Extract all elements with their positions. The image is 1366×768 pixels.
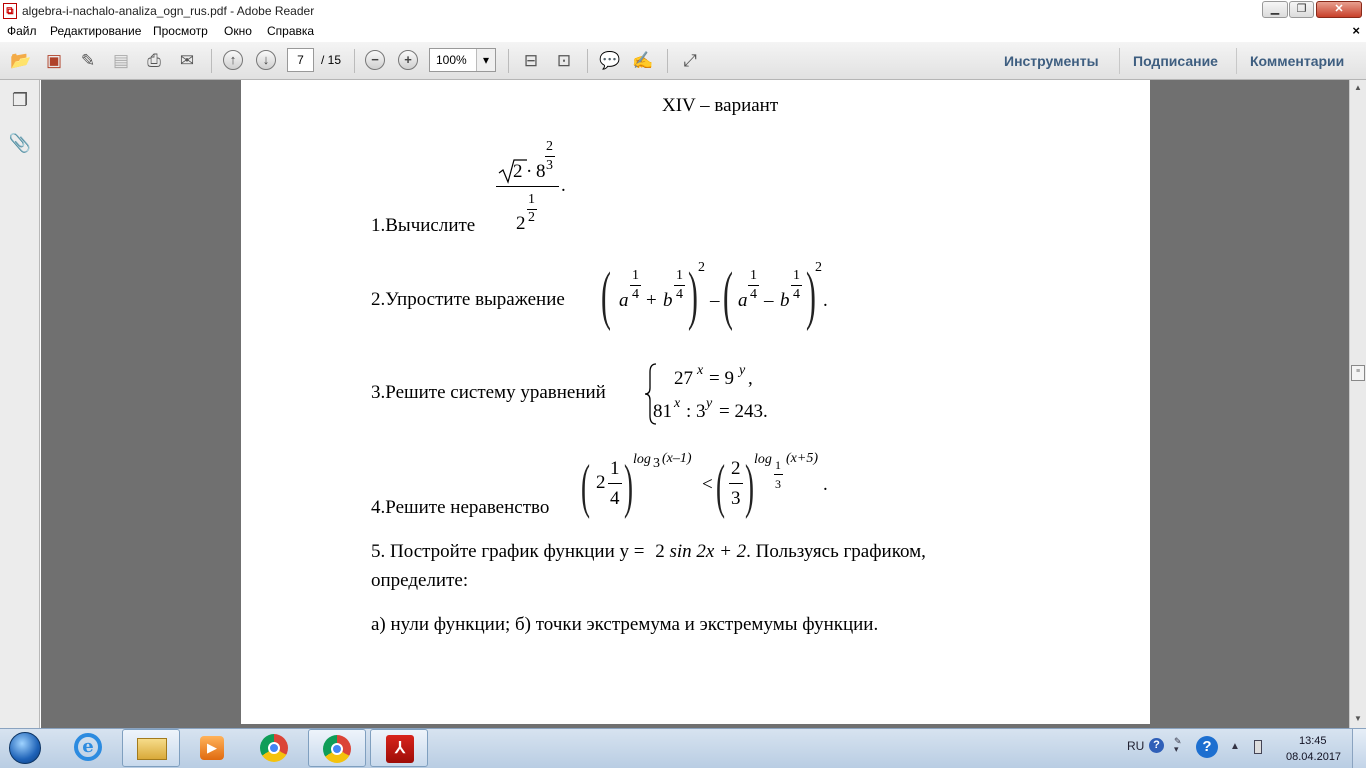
q3-eq1-end: , (748, 368, 753, 389)
q3-eq2-base1: 81 (653, 401, 672, 422)
taskbar-chrome-2[interactable] (308, 729, 366, 767)
q3-eq1-var1: x (697, 363, 704, 378)
fit-width-icon[interactable]: ⊡ (556, 51, 572, 70)
menu-window[interactable]: Окно (224, 24, 252, 38)
page-total: / 15 (321, 53, 342, 67)
q4-log2-arg: (x+5) (786, 451, 818, 466)
taskbar-media-player[interactable] (184, 729, 242, 767)
taskbar-chrome[interactable] (246, 729, 304, 767)
toolbar-divider (211, 49, 212, 73)
question-5-line-1 (371, 541, 926, 563)
q2-plus: + (646, 290, 657, 311)
zoom-out-icon[interactable]: − (365, 50, 385, 70)
clock-time[interactable]: 13:45 (1299, 735, 1327, 747)
clock-date[interactable]: 08.04.2017 (1286, 751, 1342, 763)
question-5-line-2: определите: (371, 570, 469, 591)
scroll-down-icon[interactable]: ▼ (1354, 714, 1362, 723)
tab-tools[interactable]: Инструменты (1004, 53, 1099, 69)
question-4-label: 4.Решите неравенство (371, 497, 550, 518)
q4-whole: 2 (596, 472, 606, 493)
prev-page-icon[interactable]: ↑ (223, 50, 243, 70)
q4-log2-base-num: 1 (775, 458, 781, 472)
toolbar-divider (508, 49, 509, 73)
comment-icon[interactable]: 💬 (599, 51, 621, 70)
q2-outer-exp: 2 (698, 260, 705, 275)
q1-den-exp-den: 2 (528, 210, 535, 225)
highlight-icon[interactable]: ✍ (632, 51, 654, 70)
toolbar-divider (667, 49, 668, 73)
q1-end: . (561, 175, 566, 196)
open-icon[interactable]: 📂 (10, 51, 32, 70)
question-1-label: 1.Вычислите (371, 215, 476, 236)
q5-formula-fn: sin (669, 541, 692, 562)
left-paren: ( (601, 259, 611, 332)
fraction-bar (608, 483, 622, 484)
q2-outer-exp: 2 (815, 260, 822, 275)
q3-eq1-rel: = 9 (709, 368, 734, 389)
fraction-bar (630, 285, 641, 286)
q4-lt: < (702, 474, 713, 495)
zoom-in-icon[interactable]: + (398, 50, 418, 70)
page-number-input[interactable]: 7 (287, 48, 314, 72)
q3-eq2-var2: y (706, 396, 713, 411)
scroll-thumb[interactable]: ≡ (1351, 365, 1365, 381)
chrome-icon (260, 734, 288, 762)
right-paren: ) (806, 259, 816, 332)
ie-icon: e (74, 733, 102, 761)
variant-heading: XIV – вариант (662, 95, 779, 116)
taskbar-ie[interactable] (60, 729, 118, 767)
q2-minus: – (710, 290, 720, 311)
q4-frac-den1: 4 (610, 488, 620, 509)
tab-divider (1236, 48, 1237, 74)
q3-eq2-var1: x (674, 396, 681, 411)
q2-minus: – (764, 290, 774, 311)
q2-exp-den: 4 (793, 287, 800, 302)
email-icon[interactable]: ✉ (179, 51, 195, 70)
vertical-scrollbar[interactable] (1349, 80, 1366, 728)
show-desktop-button[interactable] (1352, 729, 1366, 768)
q4-log1-base: 3 (653, 456, 660, 471)
q4-frac-num1: 1 (610, 458, 620, 479)
q4-log2-base-den: 3 (775, 477, 781, 491)
question-6-text: а) нули функции; б) точки экстремума и экстремумы функции. (371, 614, 879, 635)
right-paren: ) (688, 259, 698, 332)
q3-eq1-base1: 27 (674, 368, 693, 389)
taskbar-adobe-reader[interactable] (370, 729, 428, 767)
save-icon[interactable]: ▤ (112, 51, 130, 70)
left-paren: ( (716, 453, 725, 519)
adobe-reader-icon: ⧉ (3, 3, 17, 19)
q1-exp-num: 2 (546, 139, 553, 154)
help-icon[interactable]: ? (1196, 736, 1218, 758)
q1-exp-den: 3 (546, 158, 553, 173)
fraction-bar (545, 156, 555, 157)
show-hidden-icons-icon[interactable]: ▲ (1230, 741, 1240, 752)
q5-text-pre: 5. Постройте график функции y = (371, 541, 650, 562)
navigation-pane (0, 80, 40, 728)
close-document-icon[interactable]: × (1352, 23, 1360, 38)
q4-frac-den2: 3 (731, 488, 741, 509)
tab-comment[interactable]: Комментарии (1250, 53, 1345, 69)
edit-icon[interactable]: ✎ (80, 51, 96, 70)
zoom-select[interactable] (429, 48, 496, 72)
left-paren: ( (581, 453, 590, 519)
q2-b: b (663, 290, 673, 311)
windows-logo-icon (9, 732, 41, 764)
q2-a: a (619, 290, 629, 311)
q2-exp-den: 4 (676, 287, 683, 302)
minimize-button[interactable]: ▁ (1262, 1, 1288, 18)
q4-log1-arg: (x–1) (662, 451, 692, 466)
scroll-up-icon[interactable]: ▲ (1354, 83, 1362, 92)
q5-formula-a: 2 (655, 541, 665, 562)
q2-a: a (738, 290, 748, 311)
q2-end: . (823, 290, 828, 311)
q3-eq1-var2: y (739, 363, 746, 378)
q1-den-base: 2 (516, 213, 526, 234)
toolbar-divider (354, 49, 355, 73)
q4-end: . (823, 474, 828, 495)
menu-edit[interactable]: Редактирование (50, 24, 142, 38)
fraction-bar (729, 483, 743, 484)
attachments-icon[interactable]: 📎 (8, 133, 32, 153)
menu-help[interactable]: Справка (267, 24, 315, 38)
q2-exp-num: 1 (676, 268, 683, 283)
help-icon[interactable]: ? (1149, 738, 1164, 753)
q2-exp-num: 1 (793, 268, 800, 283)
menu-view[interactable]: Просмотр (153, 24, 208, 38)
q2-exp-num: 1 (750, 268, 757, 283)
adobe-reader-icon: ⅄ (386, 735, 414, 763)
q1-num-base: 8 (536, 161, 546, 182)
menu-file[interactable]: Файл (7, 24, 37, 38)
q4-log1: log (633, 452, 651, 467)
fraction-bar (774, 474, 783, 475)
input-options-icon[interactable]: ✎ ▾ (1174, 736, 1182, 754)
zoom-value: 100% (436, 53, 467, 67)
fit-page-icon[interactable]: ⊟ (523, 51, 539, 70)
battery-icon[interactable] (1254, 740, 1262, 754)
right-paren: ) (745, 453, 754, 519)
chrome-icon (323, 735, 351, 763)
window-title: algebra-i-nachalo-analiza_ogn_rus.pdf - Adobe Reader (22, 4, 315, 18)
right-paren: ) (624, 453, 633, 519)
q5-text-post: . Пользуясь графиком, (746, 541, 926, 562)
toolbar-divider (587, 49, 588, 73)
taskbar-explorer[interactable] (122, 729, 180, 767)
q4-log2: log (754, 452, 772, 467)
q4-frac-num2: 2 (731, 458, 741, 479)
question-2-label: 2.Упростите выражение (371, 289, 565, 310)
q2-exp-num: 1 (632, 268, 639, 283)
fraction-bar (496, 186, 559, 187)
language-indicator[interactable]: RU (1127, 739, 1145, 753)
q3-eq2-mid: : 3 (686, 401, 706, 422)
chevron-down-icon[interactable]: ▾ (476, 49, 495, 71)
fraction-bar (674, 285, 685, 286)
q2-b: b (780, 290, 790, 311)
q3-eq2-rhs: = 243. (719, 401, 768, 422)
fullscreen-icon[interactable]: ⤢ (683, 51, 697, 70)
tab-sign[interactable]: Подписание (1133, 53, 1218, 69)
q1-den-exp-num: 1 (528, 192, 535, 207)
q2-exp-den: 4 (750, 287, 757, 302)
print-icon[interactable]: ⎙ (147, 51, 161, 70)
close-button[interactable]: ✕ (1316, 1, 1362, 18)
restore-button[interactable]: ❐ (1289, 1, 1314, 18)
create-pdf-icon[interactable]: ▣ (45, 51, 63, 70)
page-thumbnails-icon[interactable]: ❐ (11, 90, 29, 110)
start-button[interactable] (2, 729, 46, 767)
fraction-bar (791, 285, 802, 286)
fraction-bar (748, 285, 759, 286)
next-page-icon[interactable]: ↓ (256, 50, 276, 70)
question-3-label: 3.Решите систему уравнений (371, 382, 606, 403)
media-player-icon: ▶ (200, 736, 224, 760)
q1-radicand: 2 (513, 161, 523, 182)
q1-dot: · (526, 161, 533, 182)
left-paren: ( (723, 259, 733, 332)
title-bar (0, 0, 1366, 23)
tab-divider (1119, 48, 1120, 74)
q2-exp-den: 4 (632, 287, 639, 302)
q5-formula-b: 2x + 2 (696, 541, 747, 562)
explorer-icon (137, 738, 167, 760)
